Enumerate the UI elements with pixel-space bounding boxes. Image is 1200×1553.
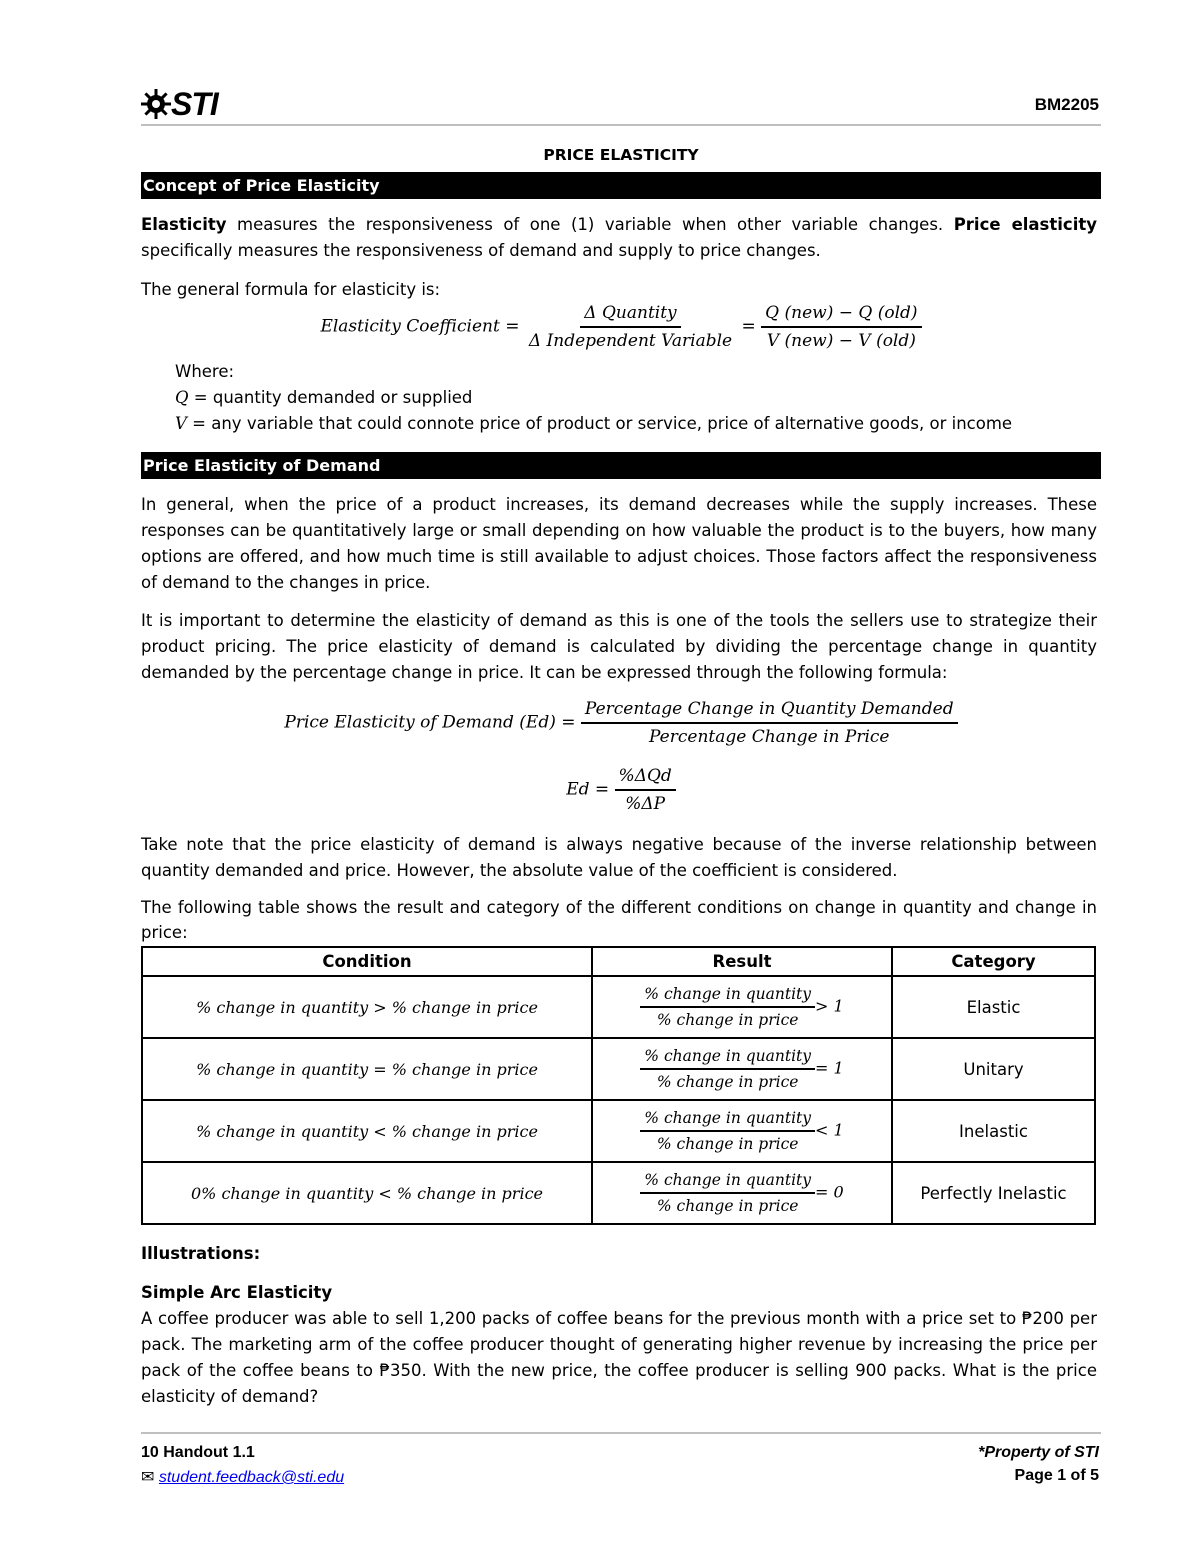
condition-cell: 0% change in quantity < % change in price	[142, 1162, 592, 1224]
where-label: Where:	[175, 362, 235, 381]
formula-den-2: V (new) − V (old)	[766, 331, 916, 351]
category-cell: Inelastic	[892, 1100, 1095, 1162]
formula-den-1: Δ Independent Variable	[528, 331, 733, 351]
page-title: PRICE ELASTICITY	[543, 146, 699, 164]
ped-paragraph-1: In general, when the price of a product increases, its demand decreases while the supply increases. These responses can be quantitatively large or small depending on how valuable the product is to the buyers, how many options are offered, and how much time is still available to adjust choices. Those factors affect the responsiveness of demand to the changes in price.	[141, 495, 1097, 592]
ped-paragraph-3: Take note that the price elasticity of demand is always negative because of the inverse relationship between quantity demanded and price. However, the absolute value of the coefficient is considered.	[141, 835, 1097, 880]
ped-formula-fraction	[581, 699, 958, 747]
sti-logo	[141, 86, 218, 123]
ped-formula-den: Percentage Change in Price	[649, 727, 890, 747]
general-formula-intro: The general formula for elasticity is:	[141, 280, 441, 299]
result-fraction	[640, 1047, 815, 1091]
feedback-email-link[interactable]: student.feedback@sti.edu	[158, 1469, 345, 1486]
condition-cell: % change in quantity = % change in price	[142, 1038, 592, 1100]
ed-formula-lhs: Ed =	[566, 779, 610, 800]
concept-paragraph	[141, 212, 1097, 264]
result-fraction	[640, 1171, 815, 1215]
result-fraction	[640, 1109, 815, 1153]
illustration-text: A coffee producer was able to sell 1,200 packs of coffee beans for the previous month with a price set to ₱200 per pack. The marketing arm of the coffee producer thought of generating higher revenue by increasing the price per pack of the coffee beans to ₱350. With the new price, the coffee producer is selling 900 packs. What is the price elasticity of demand?	[141, 1309, 1097, 1406]
ped-formula-num: Percentage Change in Quantity Demanded	[581, 699, 958, 724]
formula-num-2: Q (new) − Q (old)	[761, 303, 921, 328]
page-footer	[141, 1432, 1101, 1486]
conditions-table	[141, 946, 1096, 1225]
result-cell	[592, 1038, 892, 1100]
page-header	[141, 84, 1101, 126]
simple-arc-heading: Simple Arc Elasticity	[141, 1283, 333, 1302]
ed-formula-fraction	[615, 766, 676, 814]
result-cell	[592, 1162, 892, 1224]
where-block	[175, 359, 1097, 437]
result-op: > 1	[815, 996, 844, 1016]
ped-formula	[141, 699, 1101, 747]
category-cell: Perfectly Inelastic	[892, 1162, 1095, 1224]
formula-num-1: Δ Quantity	[580, 303, 680, 328]
result-den: % change in price	[656, 1073, 799, 1091]
table-row	[142, 976, 1095, 1038]
condition-cell: % change in quantity > % change in price	[142, 976, 592, 1038]
property-label: *Property of STI	[978, 1444, 1099, 1461]
term-price-elasticity: Price elasticity	[953, 215, 1098, 234]
ed-formula-den: %ΔP	[625, 794, 666, 814]
result-den: % change in price	[656, 1197, 799, 1215]
v-definition	[175, 411, 1097, 437]
result-cell	[592, 1100, 892, 1162]
condition-cell: % change in quantity < % change in price	[142, 1100, 592, 1162]
table-header-row	[142, 947, 1095, 976]
formula-equals: =	[741, 316, 756, 337]
ped-formula-lhs: Price Elasticity of Demand (Ed) =	[284, 712, 576, 733]
ed-formula	[141, 766, 1101, 814]
q-definition	[175, 385, 1097, 411]
table-row	[142, 1162, 1095, 1224]
q-symbol: Q	[175, 388, 189, 407]
course-code: BM2205	[1034, 95, 1099, 114]
result-cell	[592, 976, 892, 1038]
feedback-email-line	[141, 1467, 344, 1487]
table-row	[142, 1100, 1095, 1162]
result-op: = 0	[815, 1182, 844, 1202]
handout-label: 10 Handout 1.1	[141, 1444, 255, 1461]
elasticity-formula	[141, 303, 1101, 351]
term-elasticity: Elasticity	[141, 215, 227, 234]
v-symbol: V	[175, 414, 187, 433]
formula-lhs: Elasticity Coefficient =	[320, 316, 520, 337]
result-num: % change in quantity	[640, 985, 815, 1008]
result-num: % change in quantity	[640, 1109, 815, 1132]
section-bar-ped: Price Elasticity of Demand	[141, 452, 1101, 479]
formula-fraction-2	[761, 303, 921, 351]
ped-paragraph-2: It is important to determine the elasticity of demand as this is one of the tools the sellers use to strategize their product pricing. The price elasticity of demand is calculated by dividing the percentage change in quantity demanded by the percentage change in price. It can be expressed through the following formula:	[141, 611, 1097, 682]
result-op: = 1	[815, 1058, 844, 1078]
v-def-text: = any variable that could connote price of product or service, price of alternative goods, or income	[186, 414, 1013, 433]
result-fraction	[640, 985, 815, 1029]
result-den: % change in price	[656, 1135, 799, 1153]
col-condition: Condition	[142, 947, 592, 976]
result-den: % change in price	[656, 1011, 799, 1029]
sti-logo-icon	[141, 89, 171, 119]
envelope-icon: ✉	[141, 1469, 155, 1486]
logo-text: STI	[171, 86, 218, 122]
result-num: % change in quantity	[640, 1171, 815, 1194]
table-row	[142, 1038, 1095, 1100]
illustrations-heading: Illustrations:	[141, 1244, 261, 1263]
section-bar-concept: Concept of Price Elasticity	[141, 172, 1101, 199]
col-result: Result	[592, 947, 892, 976]
result-op: < 1	[815, 1120, 844, 1140]
ped-paragraph-4: The following table shows the result and category of the different conditions on change in quantity and change in price:	[141, 898, 1097, 942]
category-cell: Elastic	[892, 976, 1095, 1038]
concept-text-1: measures the responsiveness of one (1) variable when other variable changes.	[226, 215, 954, 234]
concept-text-2: specifically measures the responsiveness of demand and supply to price changes.	[141, 241, 821, 260]
formula-fraction-1	[525, 303, 736, 351]
category-cell: Unitary	[892, 1038, 1095, 1100]
q-def-text: = quantity demanded or supplied	[188, 388, 473, 407]
page-number: Page 1 of 5	[1014, 1467, 1099, 1484]
result-num: % change in quantity	[640, 1047, 815, 1070]
col-category: Category	[892, 947, 1095, 976]
ed-formula-num: %ΔQd	[615, 766, 676, 791]
